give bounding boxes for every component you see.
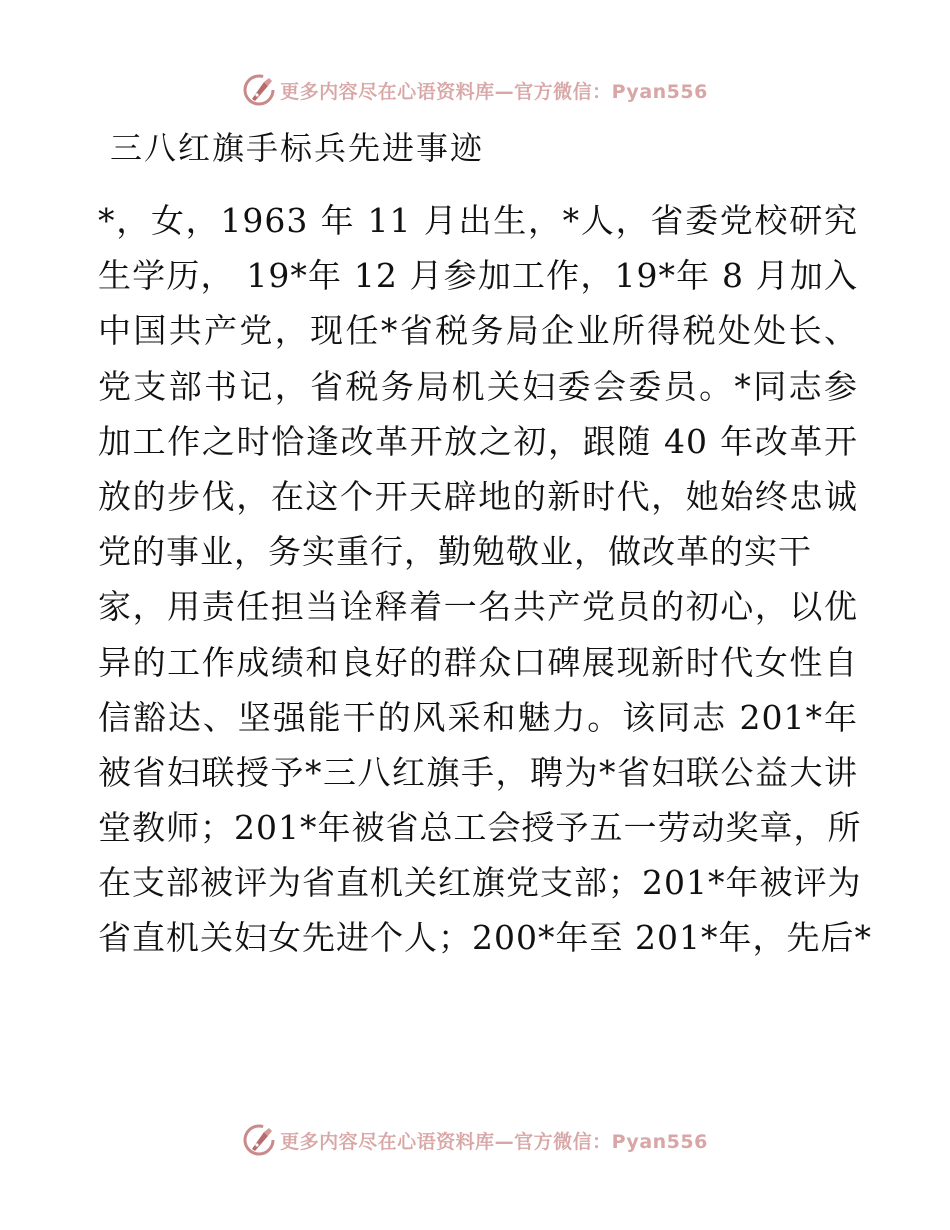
- footer-watermark-banner: [0, 1120, 950, 1160]
- document-body: [98, 193, 872, 966]
- body-line: 异的工作成绩和良好的群众口碑展现新时代女性自: [98, 642, 858, 682]
- body-line: 放的步伐，在这个开天辟地的新时代，她始终忠诚: [98, 476, 858, 516]
- body-line: 堂教师；201*年被省总工会授予五一劳动奖章，所: [98, 808, 862, 848]
- document-title: 三八红旗手标兵先进事迹: [110, 129, 485, 167]
- header-watermark-banner: [0, 70, 950, 110]
- body-line: 党的事业，务实重行，勤勉敬业，做改革的实干: [98, 532, 812, 572]
- body-line: 党支部书记，省税务局机关妇委会委员。*同志参: [98, 366, 858, 406]
- footer-watermark-text: 更多内容尽在心语资料库—官方微信：Pyan556: [280, 1130, 708, 1153]
- body-line: 加工作之时恰逢改革开放之初，跟随 40 年改革开: [98, 421, 858, 461]
- body-line: 生学历， 19*年 12 月参加工作，19*年 8 月加入: [98, 256, 858, 296]
- body-line: 中国共产党，现任*省税务局企业所得税处处长、: [98, 311, 858, 351]
- body-line: 在支部被评为省直机关红旗党支部；201*年被评为: [98, 863, 862, 903]
- body-line: 省直机关妇女先进个人；200*年至 201*年，先后*: [98, 918, 872, 958]
- body-line: 家，用责任担当诠释着一名共产党员的初心，以优: [98, 587, 858, 627]
- pen-nib-logo-icon: [242, 1123, 276, 1157]
- pen-nib-logo-icon: [242, 73, 276, 107]
- body-line: 被省妇联授予*三八红旗手，聘为*省妇联公益大讲: [98, 752, 858, 792]
- header-watermark-text: 更多内容尽在心语资料库—官方微信：Pyan556: [280, 80, 708, 103]
- body-line: *，女，1963 年 11 月出生，*人，省委党校研究: [98, 201, 858, 240]
- body-line: 信豁达、坚强能干的风采和魅力。该同志 201*年: [98, 697, 858, 737]
